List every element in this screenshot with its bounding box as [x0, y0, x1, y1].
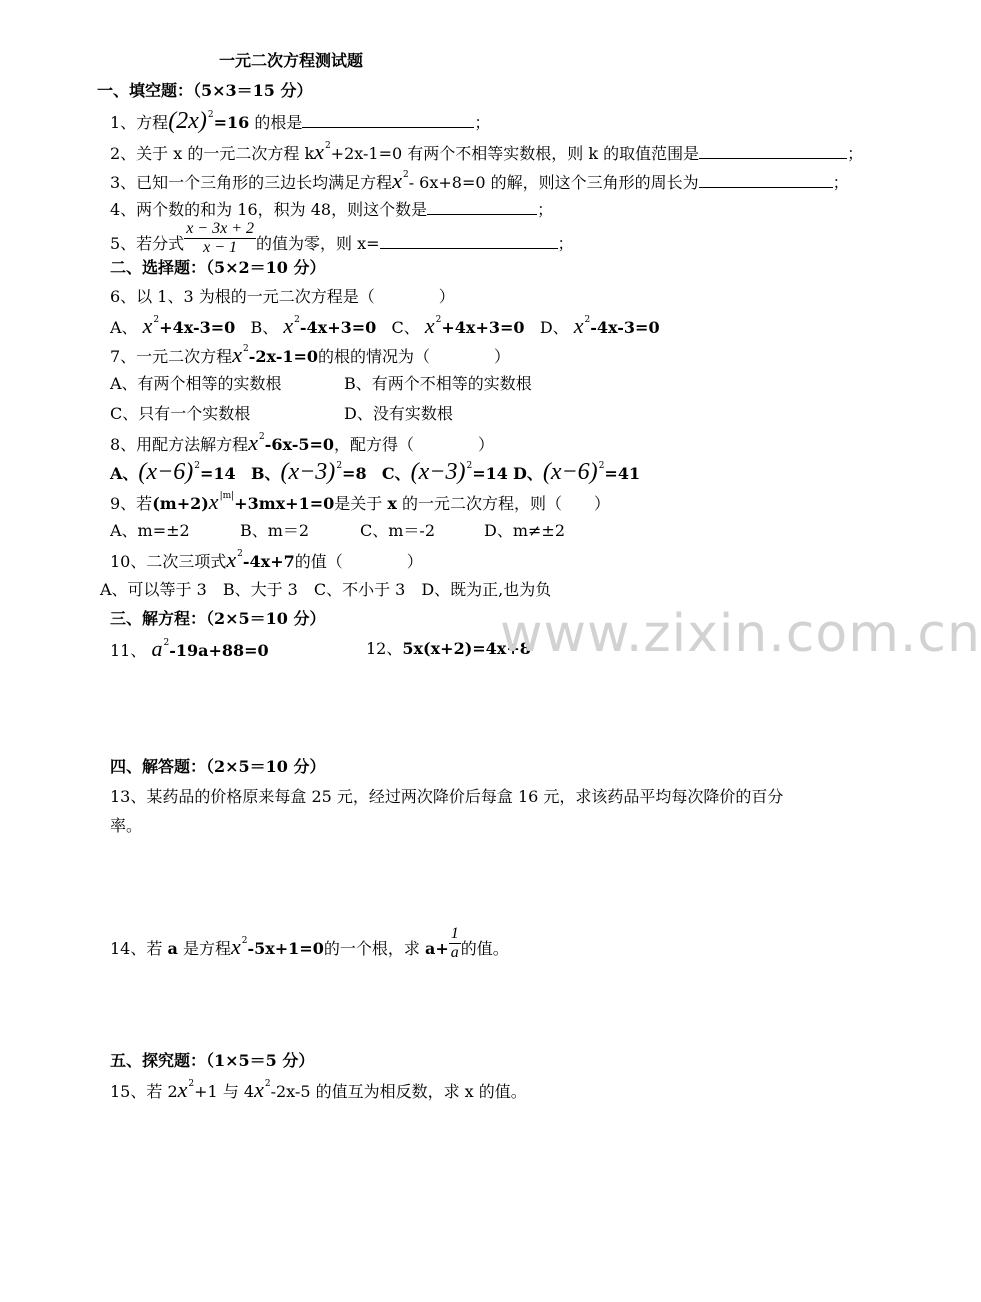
- question-9: [110, 491, 610, 518]
- question-15: [110, 1079, 527, 1106]
- exponent: 2: [435, 315, 442, 325]
- answer-blank[interactable]: [427, 200, 537, 215]
- q6-options: [110, 315, 660, 342]
- variable-x: x: [226, 547, 237, 572]
- q14-mid: 是方程: [182, 939, 231, 958]
- q10-prefix: 10、二次三项式: [110, 552, 227, 571]
- option-b-label[interactable]: B、: [250, 464, 281, 483]
- exponent: 2: [264, 1079, 271, 1089]
- variable-x: x: [142, 313, 153, 338]
- fraction-numerator: x − 3x + 2: [186, 220, 254, 237]
- q5-text: 的值为零，则 x=: [255, 234, 380, 253]
- watermark: www.zixin.com.cn: [500, 604, 981, 664]
- q3-prefix: 3、已知一个三角形的三边长均满足方程: [110, 173, 393, 192]
- answer-blank[interactable]: [699, 144, 847, 159]
- q3-end: ；: [832, 173, 849, 192]
- q9-exponent: |m|: [219, 491, 235, 501]
- variable-x: x: [177, 1077, 188, 1102]
- q14-end: 的值。: [460, 939, 509, 958]
- exponent: 2: [336, 461, 343, 471]
- q2-prefix: 2、关于 x 的一元二次方程 k: [110, 144, 315, 163]
- q7-option-c[interactable]: C、只有一个实数根: [110, 404, 251, 423]
- option-a-label[interactable]: A、: [110, 464, 139, 483]
- exponent: 2: [584, 315, 591, 325]
- q12-prefix: 12、: [366, 639, 403, 658]
- q5-prefix: 5、若分式: [110, 234, 185, 253]
- variable-x: x: [254, 1077, 264, 1102]
- q10-tail: 的值（ ）: [294, 552, 423, 571]
- question-10: [110, 549, 423, 576]
- fraction-numerator: 1: [450, 925, 459, 942]
- option-d-label[interactable]: D、: [539, 318, 569, 337]
- q1-tail: 的根是: [254, 113, 303, 132]
- q9-tail: 是关于: [334, 494, 383, 513]
- section-heading: 四、解答题：（2×5＝10 分）: [110, 757, 326, 776]
- q15-mid: +1 与 4: [194, 1082, 255, 1101]
- question-13-line-1: 13、某药品的价格原来每盒 25 元，经过两次降价后每盒 16 元，求该药品平均每次降价的百分: [110, 787, 784, 806]
- option-c-label[interactable]: C、: [381, 464, 411, 483]
- option-b-value: =8: [342, 464, 367, 483]
- exponent: 2: [194, 461, 200, 471]
- variable-x: x: [573, 313, 584, 338]
- variable-x: x: [232, 342, 242, 367]
- q8-options: [110, 461, 640, 488]
- q10-options[interactable]: A、可以等于 3 B、大于 3 C、不小于 3 D、既为正,也为负: [100, 580, 552, 599]
- q9-var: x: [387, 494, 397, 513]
- exponent: 2: [242, 344, 249, 354]
- q7-tail: 的根的情况为（ ）: [318, 347, 511, 366]
- q9-tail2: 的一元二次方程，则（ ）: [402, 494, 611, 513]
- question-4: [110, 199, 553, 221]
- section-heading: 二、选择题：（5×2＝10 分）: [110, 258, 326, 277]
- exponent: 2: [163, 638, 170, 648]
- answer-blank[interactable]: [699, 173, 833, 188]
- q15-tail: -2x-5 的值互为相反数，求 x 的值。: [270, 1082, 527, 1101]
- q9-coef: (m+2): [152, 494, 209, 513]
- question-6: 6、以 1、3 为根的一元二次方程是（ ）: [110, 287, 455, 306]
- variable-x: x: [283, 313, 294, 338]
- question-8: [110, 432, 494, 459]
- q3-text: - 6x+8=0 的解，则这个三角形的周长为: [408, 173, 699, 192]
- option-c-expr: (x−3): [410, 459, 466, 485]
- q1-exponent: 2: [207, 110, 214, 120]
- option-a-text: +4x-3=0: [159, 318, 236, 337]
- question-3: [110, 170, 849, 197]
- q7-expr: -2x-1=0: [248, 347, 319, 366]
- variable-x: x: [392, 168, 402, 193]
- exponent: 2: [294, 315, 300, 325]
- q11-expr: -19a+88=0: [169, 641, 269, 660]
- option-d-label[interactable]: D、: [512, 464, 543, 483]
- q5-end: ；: [557, 234, 574, 253]
- exponent: 2: [258, 432, 265, 442]
- exponent: 2: [188, 1079, 195, 1089]
- q8-tail: ，配方得（ ）: [334, 435, 495, 454]
- q14-target: a+: [424, 939, 449, 958]
- fraction-denominator: x − 1: [203, 239, 238, 256]
- q7-option-a[interactable]: A、有两个相等的实数根: [110, 374, 282, 393]
- option-b-expr: (x−3): [280, 459, 336, 485]
- answer-blank[interactable]: [302, 113, 474, 128]
- section-heading: 五、探究题：（1×5＝5 分）: [110, 1051, 315, 1070]
- q15-prefix: 15、若 2: [110, 1082, 178, 1101]
- variable-x: x: [424, 313, 435, 338]
- option-d-expr: (x−6): [542, 459, 598, 485]
- variable-x: x: [230, 934, 241, 959]
- answer-blank[interactable]: [380, 234, 558, 249]
- q4-text: 4、两个数的和为 16，积为 48，则这个数是: [110, 200, 428, 219]
- exponent: 2: [466, 461, 473, 471]
- exponent: 2: [153, 315, 160, 325]
- q2-end: ；: [847, 144, 864, 163]
- q14-expr: -5x+1=0: [247, 939, 324, 958]
- q9-option-d[interactable]: D、m≠±2: [484, 521, 565, 540]
- q2-text: +2x-1=0 有两个不相等实数根，则 k 的取值范围是: [330, 144, 700, 163]
- page-title: 一元二次方程测试题: [219, 51, 364, 70]
- question-14: [110, 925, 509, 968]
- option-a-label[interactable]: A、: [110, 318, 138, 337]
- q8-expr: -6x-5=0: [264, 435, 335, 454]
- option-b-text: -4x+3=0: [299, 318, 377, 337]
- option-b-label[interactable]: B、: [250, 318, 279, 337]
- q12-expr: 5x(x+2)=4x+8: [402, 639, 531, 658]
- question-1: [110, 110, 490, 137]
- variable-x: x: [208, 489, 219, 514]
- option-c-text: +4x+3=0: [441, 318, 525, 337]
- q7-option-b[interactable]: B、有两个不相等的实数根: [344, 374, 532, 393]
- q9-prefix: 9、若: [110, 494, 153, 513]
- q11-prefix: 11、: [110, 641, 147, 660]
- q14-tail: 的一个根，求: [323, 939, 420, 958]
- question-13-line-2: 率。: [110, 816, 143, 835]
- option-c-label[interactable]: C、: [391, 318, 420, 337]
- fraction-denominator: a: [450, 944, 459, 961]
- fraction: [449, 925, 461, 962]
- q14-prefix: 14、若: [110, 939, 163, 958]
- q2-exponent: 2: [324, 141, 331, 151]
- q3-exponent: 2: [402, 170, 409, 180]
- q1-rhs: =16: [213, 113, 250, 132]
- option-c-value: =14: [472, 464, 508, 483]
- section-heading: 一、填空题：（5×3＝15 分）: [97, 81, 313, 100]
- exponent: 2: [598, 461, 605, 471]
- q9-option-c[interactable]: C、m＝-2: [360, 521, 436, 540]
- option-a-expr: (x−6): [138, 459, 194, 485]
- variable-x: x: [314, 139, 324, 164]
- q7-option-d[interactable]: D、没有实数根: [344, 404, 453, 423]
- q9-expr: +3mx+1=0: [234, 494, 335, 513]
- section-heading: 三、解方程：（2×5＝10 分）: [110, 609, 326, 628]
- option-d-text: -4x-3=0: [590, 318, 660, 337]
- q10-expr: -4x+7: [242, 552, 295, 571]
- fraction: [184, 220, 256, 257]
- q7-prefix: 7、一元二次方程: [110, 347, 233, 366]
- q1-prefix: 1、方程: [110, 113, 169, 132]
- question-11: [110, 638, 269, 665]
- q14-var: a: [167, 939, 178, 958]
- exponent: 2: [237, 549, 243, 559]
- option-d-value: =41: [604, 464, 641, 483]
- q1-end: ；: [474, 113, 491, 132]
- exponent: 2: [241, 936, 248, 946]
- variable-a: a: [151, 636, 163, 661]
- variable-x: x: [248, 430, 258, 455]
- q8-prefix: 8、用配方法解方程: [110, 435, 249, 454]
- question-7: [110, 344, 510, 371]
- q9-option-a[interactable]: A、m=±2: [110, 521, 190, 540]
- q9-option-b[interactable]: B、m＝2: [240, 521, 310, 540]
- option-a-value: =14: [200, 464, 236, 483]
- q1-expr: (2x): [168, 108, 207, 134]
- question-2: [110, 141, 863, 168]
- q4-end: ；: [537, 200, 554, 219]
